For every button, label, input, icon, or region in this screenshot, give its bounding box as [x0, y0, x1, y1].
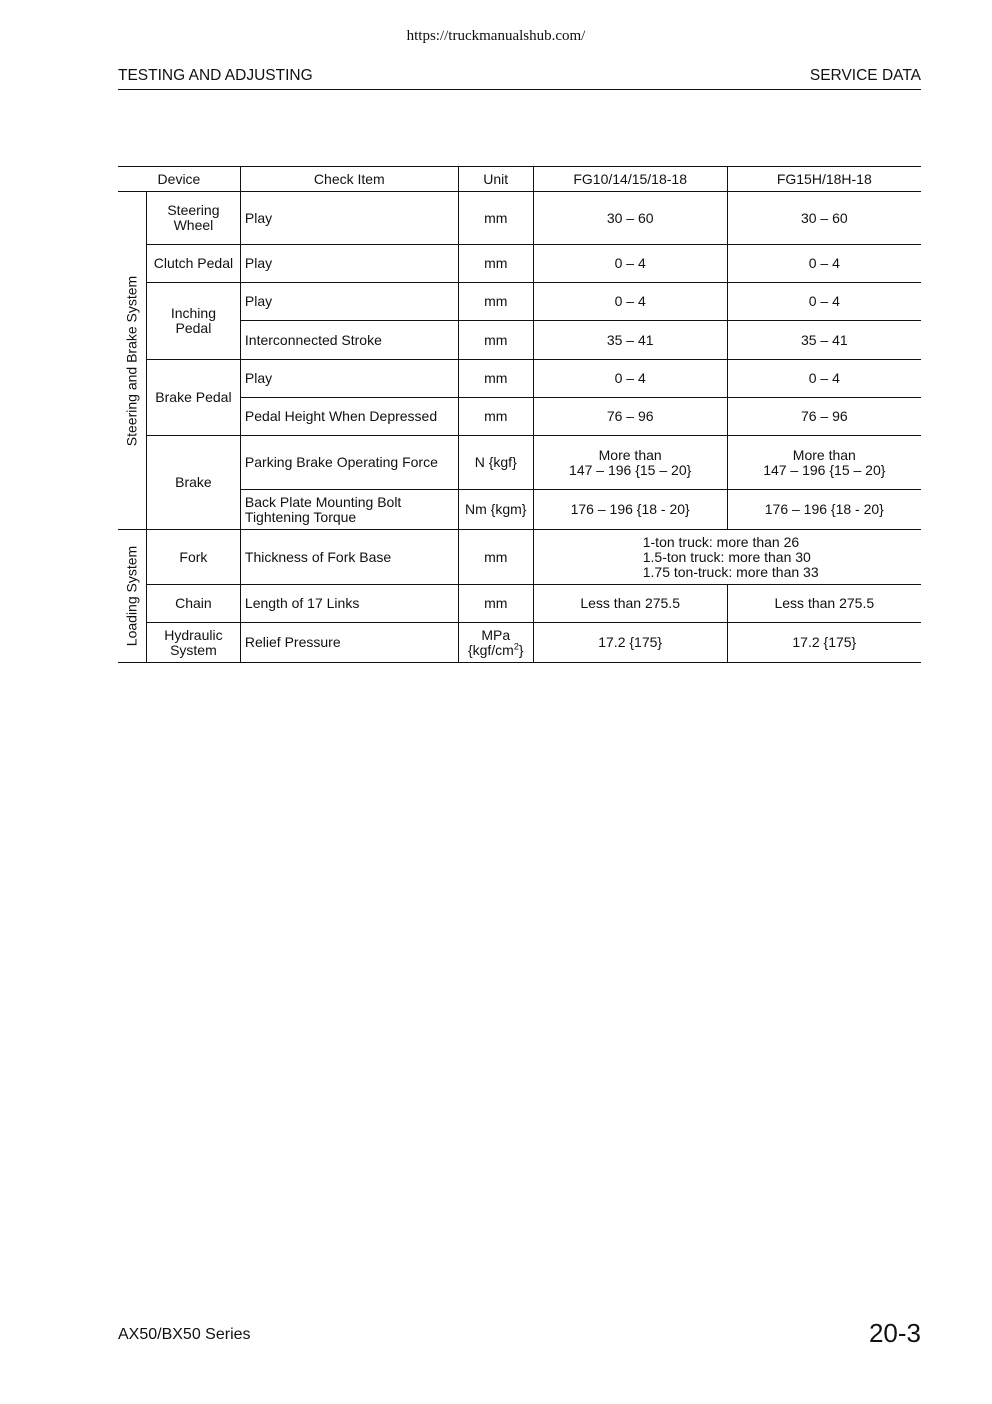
value-fg15h: 0 – 4: [727, 360, 921, 398]
table-row: [118, 245, 921, 283]
col-header-fg15h: FG15H/18H-18: [727, 167, 921, 192]
value-fg10: Less than 275.5: [533, 585, 727, 623]
unit: Nm {kgm}: [458, 490, 533, 530]
value-fg10: 17.2 {175}: [533, 623, 727, 663]
device-chain: Chain: [146, 585, 240, 623]
col-header-unit: Unit: [458, 167, 533, 192]
check-item: Back Plate Mounting Bolt Tightening Torque: [240, 490, 458, 530]
page-number: 20-3: [868, 1318, 921, 1348]
check-item: Play: [240, 360, 458, 398]
page-category: SERVICE DATA: [809, 67, 921, 84]
check-item: Relief Pressure: [240, 623, 458, 663]
value-fg10: 30 – 60: [533, 192, 727, 245]
value-span-fork: 1-ton truck: more than 26 1.5-ton truck: more than 30 1.75 ton-truck: more than 33: [533, 530, 921, 585]
value-fg15h: 35 – 41: [727, 321, 921, 360]
table-row: [118, 283, 921, 321]
check-item: Interconnected Stroke: [240, 321, 458, 360]
unit: mm: [458, 585, 533, 623]
device-steering-wheel: Steering Wheel: [146, 192, 240, 245]
unit: MPa $\{kgf/cm^2\}$: [458, 623, 533, 663]
check-item: Pedal Height When Depressed: [240, 398, 458, 436]
value-fg15h: 30 – 60: [727, 192, 921, 245]
col-header-fg10: FG10/14/15/18-18: [533, 167, 727, 192]
value-fg15h: 17.2 {175}: [727, 623, 921, 663]
value-fg10: 0 – 4: [533, 360, 727, 398]
value-fg10: 0 – 4: [533, 283, 727, 321]
check-item: Parking Brake Operating Force: [240, 436, 458, 490]
group-steering-brake: Steering and Brake System: [118, 192, 146, 530]
unit: mm: [458, 245, 533, 283]
col-header-check-item: Check Item: [240, 167, 458, 192]
check-item: Play: [240, 192, 458, 245]
value-fg15h: 0 – 4: [727, 245, 921, 283]
check-item: Length of 17 Links: [240, 585, 458, 623]
unit: mm: [458, 283, 533, 321]
table-row: [118, 585, 921, 623]
table-header-row: [118, 167, 921, 192]
unit: N {kgf}: [458, 436, 533, 490]
value-fg10: 0 – 4: [533, 245, 727, 283]
unit: mm: [458, 321, 533, 360]
device-fork: Fork: [146, 530, 240, 585]
value-fg15h: 0 – 4: [727, 283, 921, 321]
check-item: Play: [240, 245, 458, 283]
check-item: Play: [240, 283, 458, 321]
device-hydraulic-system: Hydraulic System: [146, 623, 240, 663]
device-brake-pedal: Brake Pedal: [146, 360, 240, 436]
device-inching-pedal: Inching Pedal: [146, 283, 240, 360]
value-fg10: More than 147 – 196 {15 – 20}: [533, 436, 727, 490]
service-data-table: [118, 166, 921, 663]
unit: mm: [458, 398, 533, 436]
page-header: [118, 67, 921, 90]
table-row: [118, 436, 921, 490]
value-fg10: 176 – 196 {18 - 20}: [533, 490, 727, 530]
value-fg10: 35 – 41: [533, 321, 727, 360]
value-fg15h: Less than 275.5: [727, 585, 921, 623]
value-fg15h: 76 – 96: [727, 398, 921, 436]
value-fg10: 76 – 96: [533, 398, 727, 436]
series-name: AX50/BX50 Series: [118, 1326, 251, 1343]
device-clutch-pedal: Clutch Pedal: [146, 245, 240, 283]
source-url[interactable]: https://truckmanualshub.com/: [406, 28, 586, 44]
table-row: [118, 623, 921, 663]
table-row: [118, 192, 921, 245]
group-loading-system: Loading System: [118, 530, 146, 663]
table-row: [118, 360, 921, 398]
table-row: [118, 530, 921, 585]
unit: mm: [458, 530, 533, 585]
section-title: TESTING AND ADJUSTING: [118, 67, 313, 84]
unit: mm: [458, 360, 533, 398]
check-item: Thickness of Fork Base: [240, 530, 458, 585]
value-fg15h: 176 – 196 {18 - 20}: [727, 490, 921, 530]
value-fg15h: More than 147 – 196 {15 – 20}: [727, 436, 921, 490]
col-header-device: Device: [118, 167, 240, 192]
unit: mm: [458, 192, 533, 245]
device-brake: Brake: [146, 436, 240, 530]
